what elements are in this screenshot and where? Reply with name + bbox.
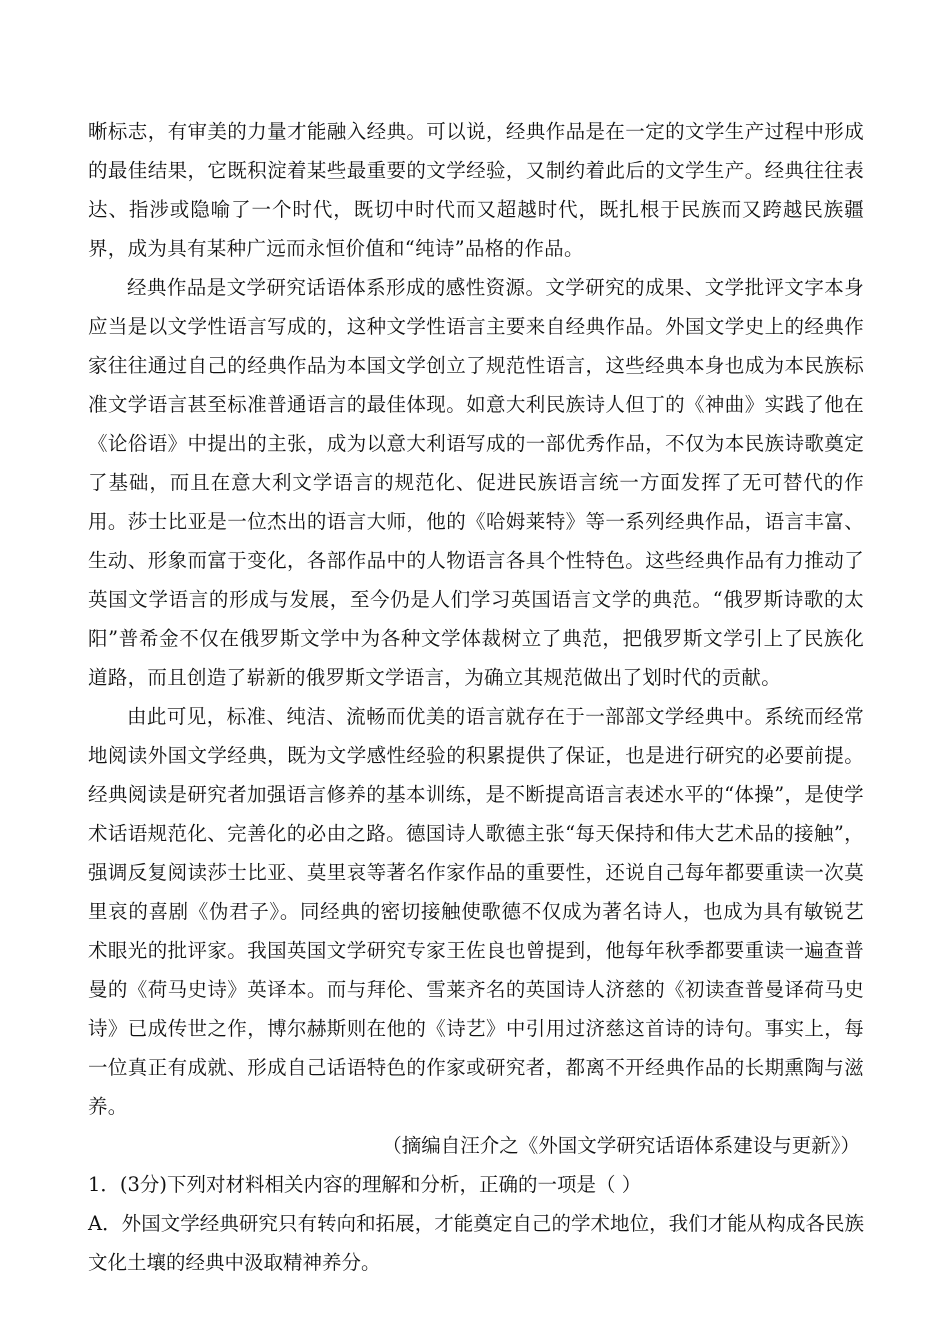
option-a: A．外国文学经典研究只有转向和拓展，才能奠定自己的学术地位，我们才能从构成各民族文化土壤的经典中汲取精神养分。: [88, 1212, 864, 1274]
paragraph-1: 晰标志，有审美的力量才能融入经典。可以说，经典作品是在一定的文学生产过程中形成的最佳结果，它既积淀着某些最重要的文学经验，又制约着此后的文学生产。经典往往表达、指涉或隐喻了一个时代，既切中时代而又超越时代，既扎根于民族而又跨越民族疆界，成为具有某种广远而永恒价值和“纯诗”品格的作品。: [88, 120, 864, 260]
source-citation: （摘编自汪介之《外国文学研究话语体系建设与更新》）: [382, 1134, 860, 1157]
paragraph-3: 由此可见，标准、纯洁、流畅而优美的语言就存在于一部部文学经典中。系统而经常地阅读外国文学经典，既为文学感性经验的积累提供了保证，也是进行研究的必要前提。经典阅读是研究者加强语言修养的基本训练，是不断提高语言表述水平的“体操”，是使学术话语规范化、完善化的必由之路。德国诗人歌德主张“每天保持和伟大艺术品的接触”，强调反复阅读莎士比亚、莫里哀等著名作家作品的重要性，还说自己每年都要重读一次莫里哀的喜剧《伪君子》。同经典的密切接触使歌德不仅成为著名诗人，也成为具有敏锐艺术眼光的批评家。我国英国文学研究专家王佐良也曾提到，他每年秋季都要重读一遍查普曼的《荷马史诗》英译本。而与拜伦、雪莱齐名的英国诗人济慈的《初读查普曼译荷马史诗》已成传世之作，博尔赫斯则在他的《诗艺》中引用过济慈这首诗的诗句。事实上，每一位真正有成就、形成自己话语特色的作家或研究者，都离不开经典作品的长期熏陶与滋养。: [88, 705, 864, 1118]
question-stem: 1．(3分)下列对材料相关内容的理解和分析，正确的一项是（ ）: [88, 1173, 642, 1196]
document-page: [88, 112, 864, 1282]
paragraph-2: 经典作品是文学研究话语体系形成的感性资源。文学研究的成果、文学批评文字本身应当是以文学性语言写成的，这种文学性语言主要来自经典作品。外国文学史上的经典作家往往通过自己的经典作品为本国文学创立了规范性语言，这些经典本身也成为本民族标准文学语言甚至标准普通语言的最佳体现。如意大利民族诗人但丁的《神曲》实践了他在《论俗语》中提出的主张，成为以意大利语写成的一部优秀作品，不仅为本民族诗歌奠定了基础，而且在意大利文学语言的规范化、促进民族语言统一方面发挥了无可替代的作用。莎士比亚是一位杰出的语言大师，他的《哈姆莱特》等一系列经典作品，语言丰富、生动、形象而富于变化，各部作品中的人物语言各具个性特色。这些经典作品有力推动了英国文学语言的形成与发展，至今仍是人们学习英国语言文学的典范。“俄罗斯诗歌的太阳”普希金不仅在俄罗斯文学中为各种文学体裁树立了典范，把俄罗斯文学引上了民族化道路，而且创造了崭新的俄罗斯文学语言，为确立其规范做出了划时代的贡献。: [88, 276, 864, 689]
